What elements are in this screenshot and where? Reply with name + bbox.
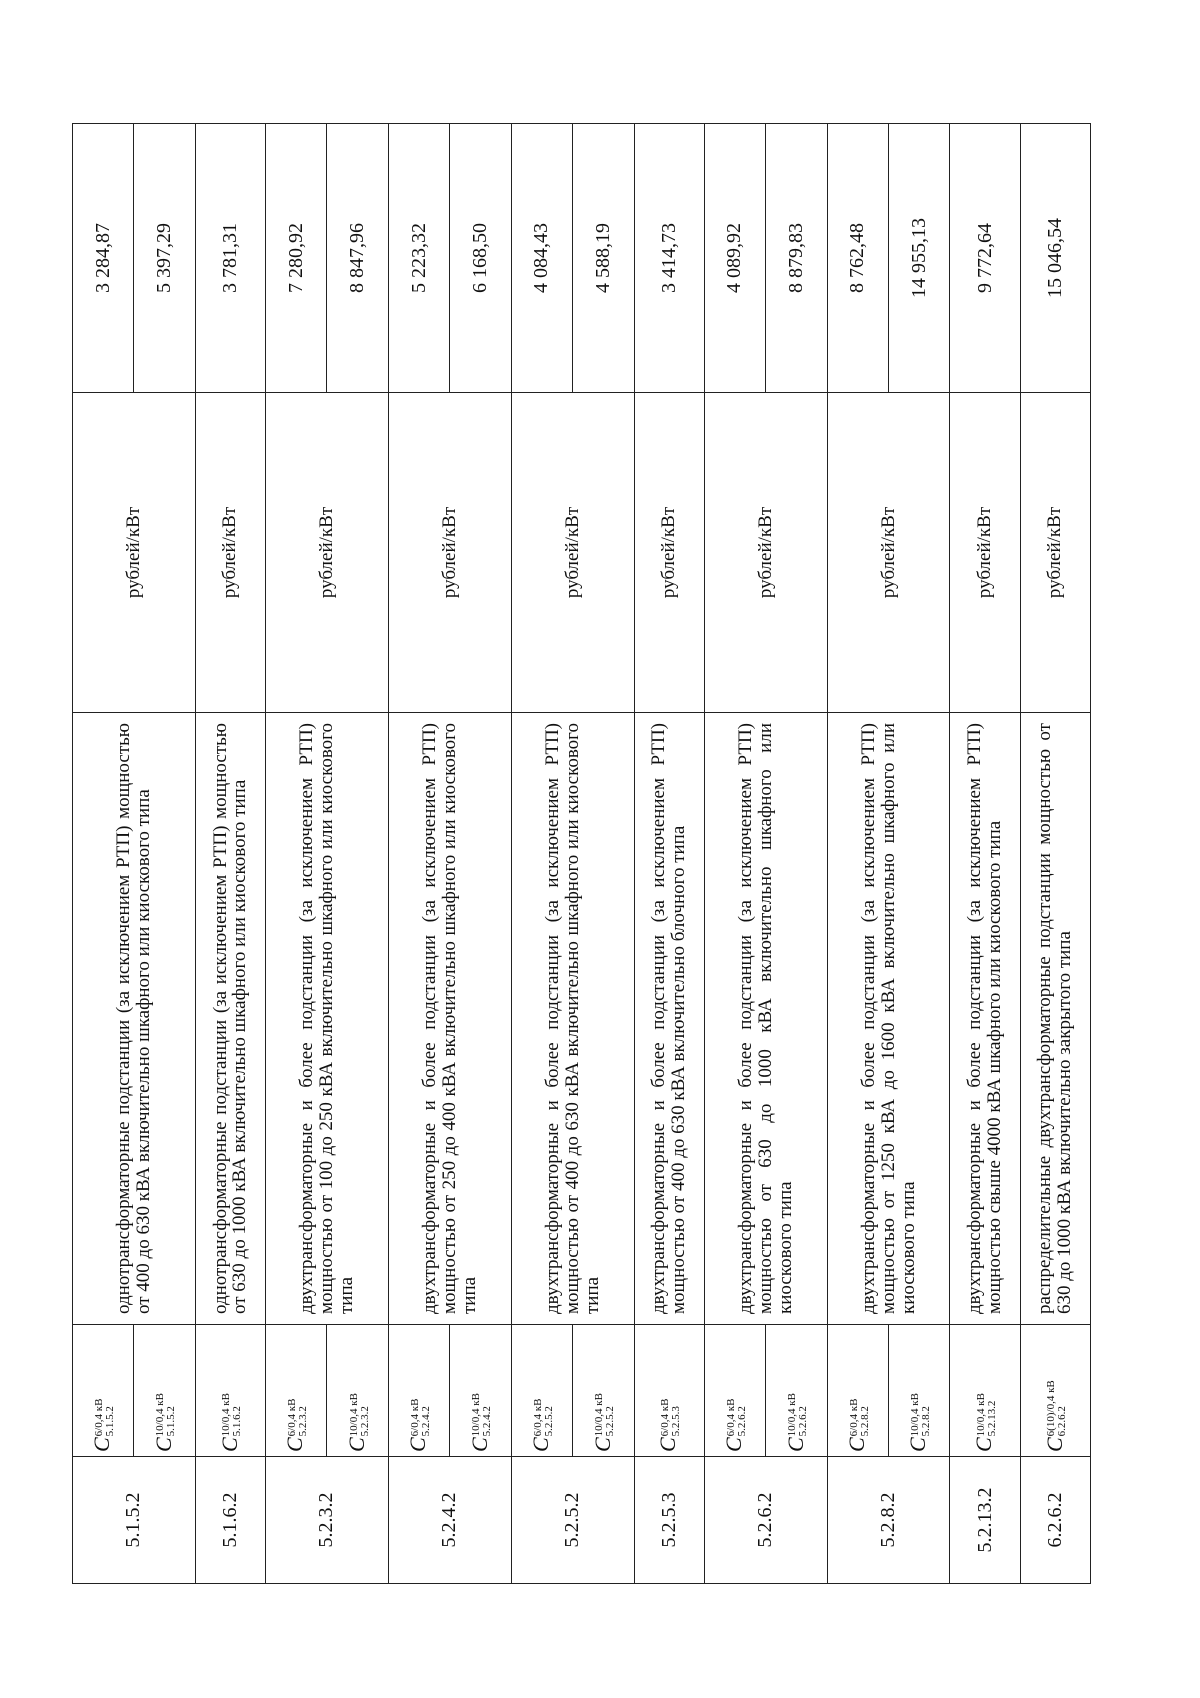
rate-symbol-subscript: 5.2.5.3 [670,1406,682,1437]
rate-symbol-indices [660,1399,682,1437]
rate-symbol-indices [410,1399,432,1437]
rate-value: 7 280,92 [266,124,327,393]
rate-symbol-indices [787,1393,809,1436]
rate-symbol-letter: C [343,1437,369,1452]
rate-value: 4 084,43 [511,124,572,393]
table-row [704,124,765,1584]
rate-symbol-superscript: 10/0,4 кВ [154,1393,167,1437]
tariff-table [72,123,1091,1584]
rate-symbol-subscript: 5.2.4.2 [419,1406,432,1437]
rate-symbol-superscript: 6/0,4 кВ [408,1398,421,1437]
table-row [195,124,265,1584]
table-row [266,124,327,1584]
item-unit: рублей/кВт [73,393,196,713]
rate-symbol [450,1325,511,1457]
rate-value: 14 955,13 [889,124,950,393]
rate-symbol-letter: C [844,1437,870,1452]
rate-value: 3 781,31 [195,124,265,393]
item-number: 6.2.6.2 [1020,1457,1090,1584]
rate-symbol-subscript: 5.2.13.2 [985,1400,998,1437]
item-description: двухтрансформаторные и более подстанции (за исключением РТП) мощностью от 250 до 400 кВА включительно шкафного или киоскового типа [388,713,511,1325]
rate-symbol-superscript: 10/0,4 кВ [593,1393,606,1437]
rate-symbol-indices [221,1393,243,1436]
rate-symbol [950,1325,1020,1457]
rate-symbol-letter: C [655,1437,681,1452]
rate-value: 5 397,29 [134,124,195,393]
item-number: 5.1.6.2 [195,1457,265,1584]
rate-symbol-indices [726,1399,748,1437]
item-description: двухтрансформаторные и более подстанции (за исключением РТП) мощностью от 1250 кВА до 1600 кВА включительно шкафного или киоскового типа [827,713,950,1325]
rate-symbol-indices [533,1399,555,1437]
rate-symbol [1020,1325,1090,1457]
item-number: 5.2.5.3 [634,1457,704,1584]
rate-symbol-superscript: 6/0,4 кВ [659,1398,671,1437]
rate-value: 8 847,96 [327,124,388,393]
rate-symbol-letter: C [282,1437,308,1452]
rate-symbol-indices [849,1399,871,1437]
rate-symbol-indices [1046,1380,1068,1436]
rate-symbol-indices [594,1393,616,1436]
table-row [634,124,704,1584]
rate-symbol-superscript: 6/0,4 кВ [531,1398,544,1437]
rate-symbol-superscript: 10/0,4 кВ [347,1393,360,1437]
rate-value: 6 168,50 [450,124,511,393]
item-description: распределительные двухтрансформаторные подстанции мощностью от 630 до 1000 кВА включительно закрытого типа [1020,713,1090,1325]
rate-symbol [634,1325,704,1457]
rate-symbol-indices [910,1393,932,1436]
rate-symbol-letter: C [216,1437,242,1452]
rate-symbol-superscript: 6/0,4 кВ [847,1398,860,1437]
rotated-table-container [72,124,1091,1584]
rate-symbol-subscript: 5.2.4.2 [481,1406,494,1437]
rate-symbol [195,1325,265,1457]
item-number: 5.2.13.2 [950,1457,1020,1584]
rate-symbol-indices [94,1399,116,1437]
rate-value: 3 414,73 [634,124,704,393]
item-unit: рублей/кВт [634,393,704,713]
item-number: 5.2.3.2 [266,1457,389,1584]
rate-value: 8 879,83 [766,124,827,393]
rate-symbol-indices [287,1399,309,1437]
rate-value: 3 284,87 [73,124,134,393]
rate-symbol-subscript: 5.1.5.2 [165,1406,178,1437]
rate-symbol-superscript: 6/0,4 кВ [93,1398,106,1437]
rate-symbol-letter: C [405,1437,431,1452]
rate-symbol [704,1325,765,1457]
rate-symbol-superscript: 6(10)/0,4 кВ [1045,1380,1058,1437]
rate-symbol [766,1325,827,1457]
table-row [1020,124,1090,1584]
rate-symbol-letter: C [89,1437,115,1452]
item-description: однотрансформаторные подстанции (за исключением РТП) мощностью от 400 до 630 кВА включительно шкафного или киоскового типа [73,713,196,1325]
rate-symbol-subscript: 5.2.3.2 [297,1406,310,1437]
rate-symbol [134,1325,195,1457]
item-unit: рублей/кВт [1020,393,1090,713]
rate-symbol-letter: C [782,1437,808,1452]
item-description: двухтрансформаторные и более подстанции (за исключением РТП) мощностью свыше 4000 кВА шкафного или киоскового типа [950,713,1020,1325]
item-description: двухтрансформаторные и более подстанции (за исключением РТП) мощностью от 100 до 250 кВА включительно шкафного или киоскового типа [266,713,389,1325]
rate-value: 4 089,92 [704,124,765,393]
rate-symbol-subscript: 5.1.5.2 [104,1406,117,1437]
item-unit: рублей/кВт [266,393,389,713]
rate-symbol-subscript: 5.1.6.2 [231,1406,244,1437]
item-description: двухтрансформаторные и более подстанции (за исключением РТП) мощностью от 400 до 630 кВА включительно шкафного или киоскового типа [511,713,634,1325]
rate-symbol-letter: C [466,1437,492,1452]
rate-value: 8 762,48 [827,124,888,393]
rate-symbol-letter: C [589,1437,615,1452]
table-row [827,124,888,1584]
rate-symbol-letter: C [971,1437,997,1452]
rate-value: 15 046,54 [1020,124,1090,393]
table-row [73,124,134,1584]
rate-symbol-letter: C [528,1437,554,1452]
item-number: 5.2.6.2 [704,1457,827,1584]
item-description: двухтрансформаторные и более подстанции (за исключением РТП) мощностью от 400 до 630 кВА включительно блочного типа [634,713,704,1325]
rate-symbol [573,1325,634,1457]
rate-symbol-letter: C [1041,1437,1067,1452]
rate-symbol-subscript: 5.2.5.2 [542,1406,555,1437]
table-row [950,124,1020,1584]
rate-symbol-superscript: 10/0,4 кВ [470,1393,483,1437]
rate-symbol-subscript: 5.2.5.2 [604,1406,617,1437]
rate-symbol-indices [471,1393,493,1436]
rate-symbol-superscript: 6/0,4 кВ [286,1398,299,1437]
rate-symbol-indices [155,1393,177,1436]
item-unit: рублей/кВт [950,393,1020,713]
rate-value: 4 588,19 [573,124,634,393]
rate-symbol [827,1325,888,1457]
item-unit: рублей/кВт [704,393,827,713]
rate-symbol [327,1325,388,1457]
rate-symbol-subscript: 5.2.6.2 [797,1406,810,1437]
item-number: 5.2.4.2 [388,1457,511,1584]
rate-symbol-subscript: 5.2.6.2 [735,1406,748,1437]
rate-symbol-subscript: 5.2.3.2 [358,1406,371,1437]
rate-symbol-subscript: 5.2.8.2 [858,1406,871,1437]
rate-symbol-letter: C [721,1437,747,1452]
rate-symbol [266,1325,327,1457]
rate-symbol-letter: C [150,1437,176,1452]
rate-symbol-superscript: 10/0,4 кВ [974,1393,987,1437]
rate-symbol-superscript: 10/0,4 кВ [909,1393,922,1437]
table-row [388,124,449,1584]
item-number: 5.2.8.2 [827,1457,950,1584]
rate-symbol-indices [349,1393,371,1436]
item-unit: рублей/кВт [195,393,265,713]
rate-symbol-superscript: 10/0,4 кВ [220,1393,233,1437]
item-number: 5.2.5.2 [511,1457,634,1584]
item-number: 5.1.5.2 [73,1457,196,1584]
rate-symbol-superscript: 10/0,4 кВ [786,1393,799,1437]
item-unit: рублей/кВт [511,393,634,713]
item-unit: рублей/кВт [827,393,950,713]
item-unit: рублей/кВт [388,393,511,713]
rate-symbol [388,1325,449,1457]
rate-value: 5 223,32 [388,124,449,393]
item-description: однотрансформаторные подстанции (за исключением РТП) мощностью от 630 до 1000 кВА включительно шкафного или киоскового типа [195,713,265,1325]
rate-symbol-superscript: 6/0,4 кВ [724,1398,737,1437]
rate-symbol [511,1325,572,1457]
rate-value: 9 772,64 [950,124,1020,393]
rate-symbol-indices [976,1393,998,1436]
rate-symbol-subscript: 6.2.6.2 [1056,1406,1069,1437]
rate-symbol [73,1325,134,1457]
rate-symbol-subscript: 5.2.8.2 [920,1406,933,1437]
rate-symbol-letter: C [905,1437,931,1452]
rate-symbol [889,1325,950,1457]
table-row [511,124,572,1584]
item-description: двухтрансформаторные и более подстанции (за исключением РТП) мощностью от 630 до 1000 кВА включительно шкафного или киоскового типа [704,713,827,1325]
